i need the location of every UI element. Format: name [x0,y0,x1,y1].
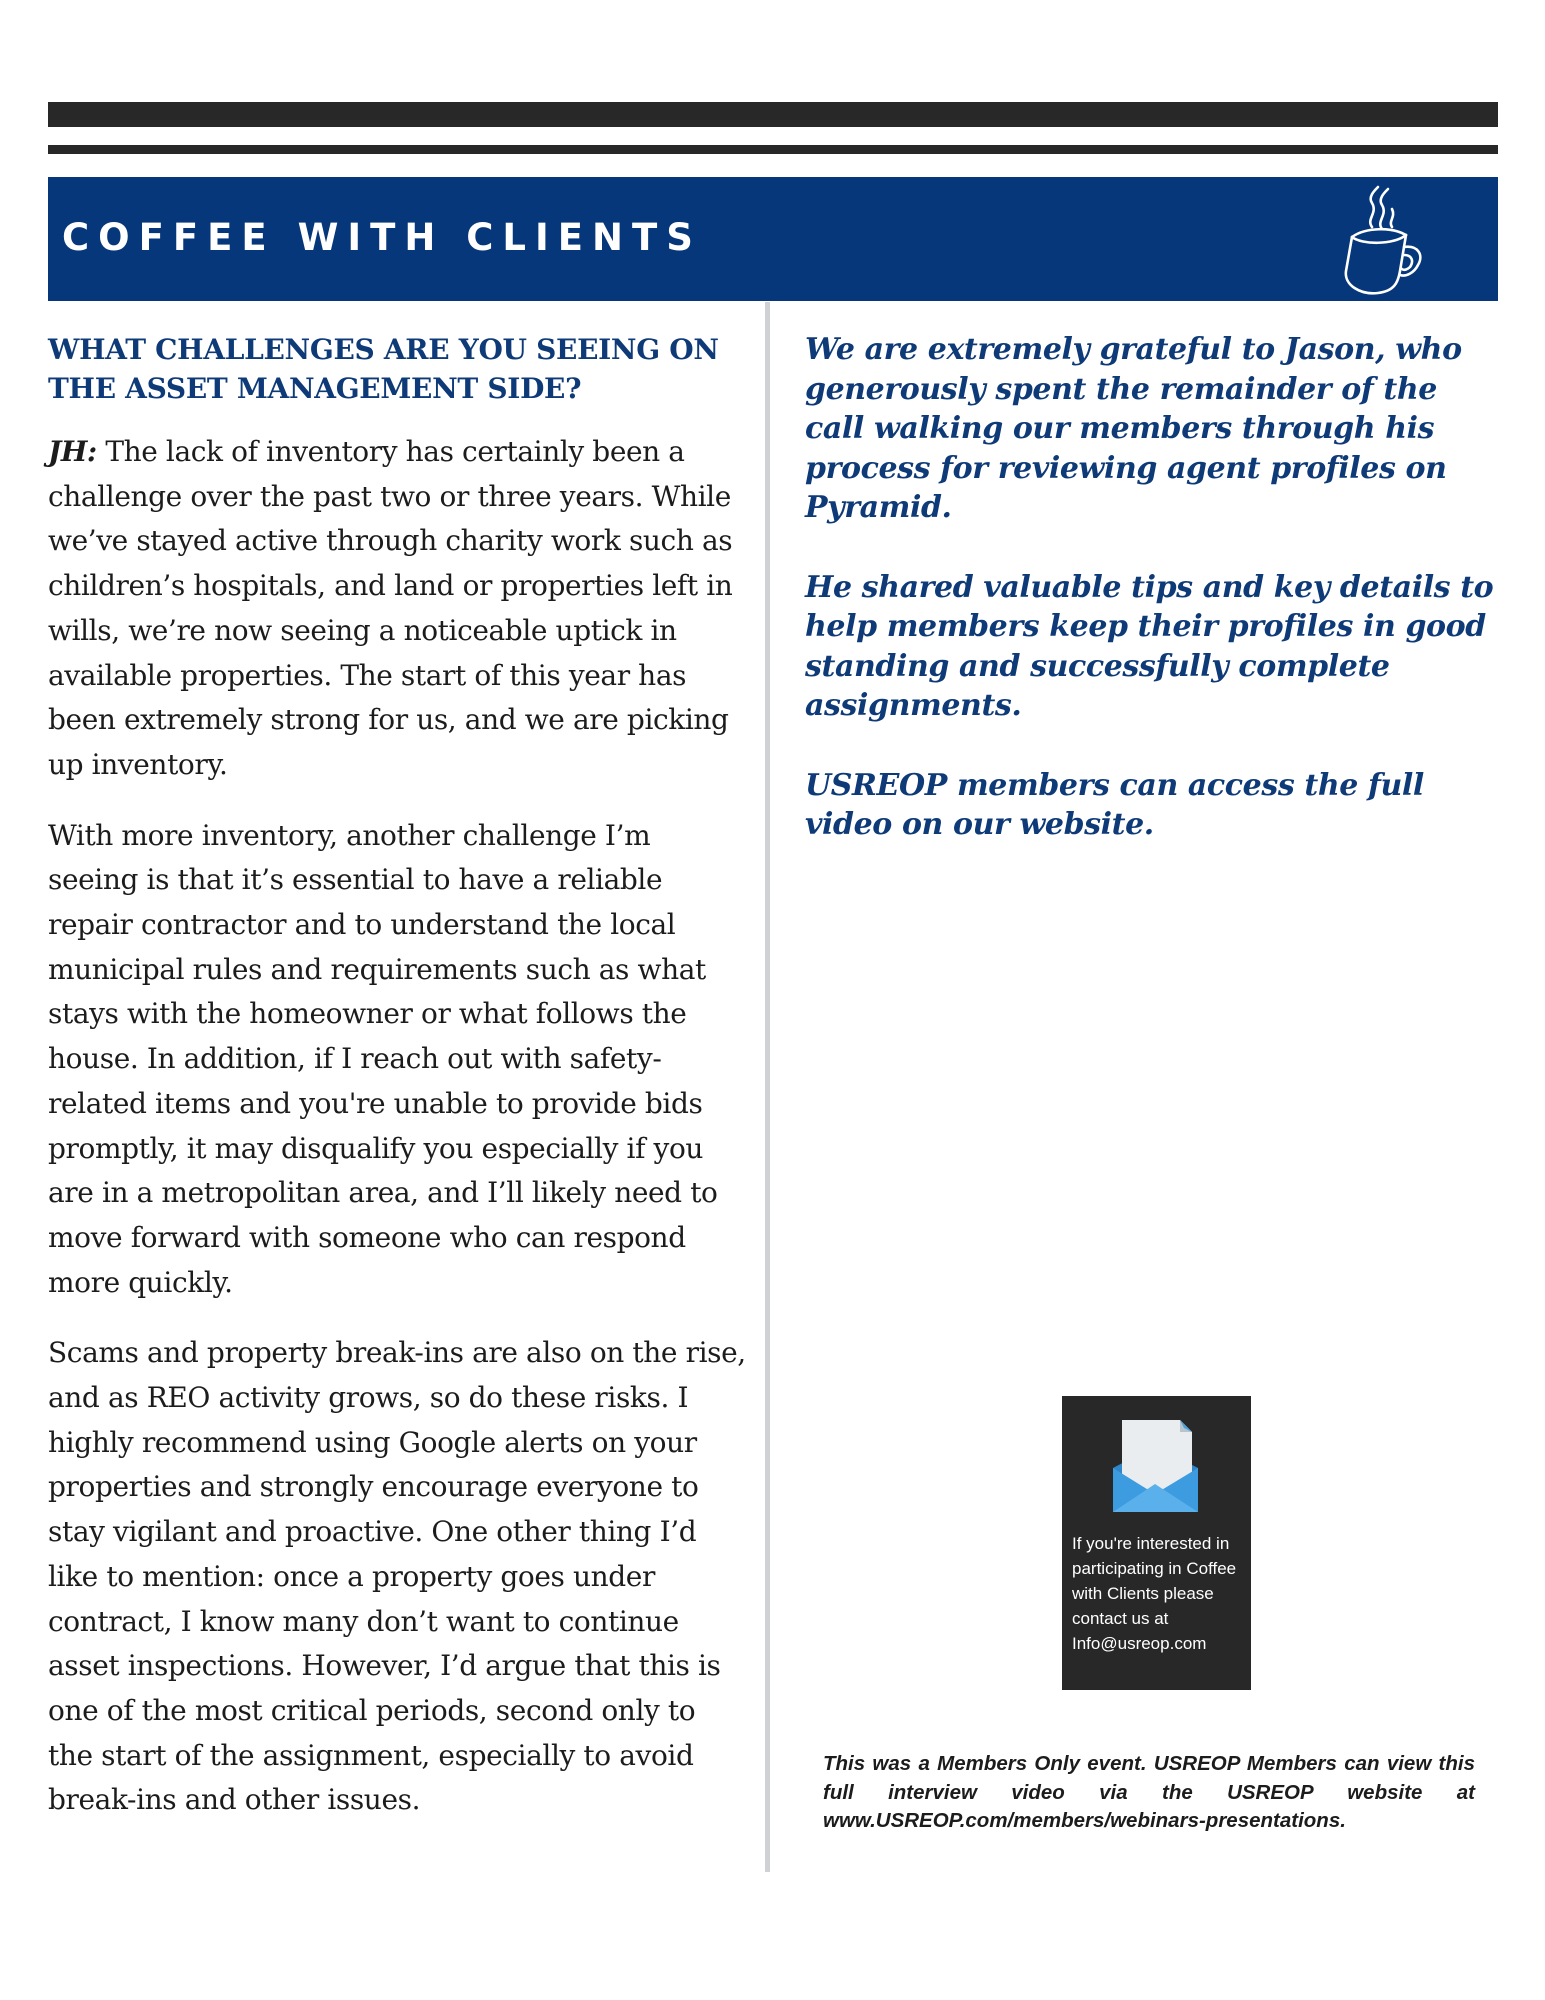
interview-column [48,330,748,1849]
question-heading: WHAT CHALLENGES ARE YOU SEEING ON THE ASSET MANAGEMENT SIDE? [48,333,719,405]
speaker-label: JH: [48,435,97,468]
banner-title: COFFEE WITH CLIENTS [62,216,702,259]
members-only-note: This was a Members Only event. USREOP Members can view this full interview video via the USREOP website at www.USREOP.com/members/webinars-presentations. [823,1752,1475,1832]
summary-column [805,330,1505,885]
contact-text: If you're interested in participating in Coffee with Clients please contact us at Info@usreop.com [1072,1534,1237,1653]
answer-paragraph-2: With more inventory, another challenge I’m seeing is that it’s essential to have a reliable repair contractor and to understand the local municipal rules and requirements such as what stays with the homeowner or what follows the house. In addition, if I reach out with safety-related items and you're unable to provide bids promptly, it may disqualify you especially if you are in a metropolitan area, and I’ll likely need to move forward with someone who can respond more quickly. [48,818,718,1299]
answer-paragraph-3: Scams and property break-ins are also on the rise, and as REO activity grows, so do these risks. I highly recommend using Google alerts on your properties and strongly encourage everyone to stay vigilant and proactive. One other thing I’d like to mention: once a property goes under contract, I know many don’t want to continue asset inspections. However, I’d argue that this is one of the most critical periods, second only to the start of the assignment, especially to avoid break-ins and other issues. [48,1336,746,1817]
envelope-icon [1108,1416,1203,1516]
summary-paragraph-3: USREOP members can access the full video on our website. [805,767,1424,842]
header-rule-thin [48,145,1498,154]
column-divider [765,302,770,1872]
coffee-mug-icon [1332,183,1428,297]
summary-paragraph-2: He shared valuable tips and key details to help members keep their profiles in good standing and successfully complete assignments. [805,569,1494,723]
header-rule-thick [48,102,1498,127]
answer-paragraph-1 [48,430,748,788]
contact-box [1062,1396,1251,1690]
answer-text-1: The lack of inventory has certainly been a challenge over the past two or three years. While we’ve stayed active through charity work such as children’s hospitals, and land or properties left in wills, we’re now seeing a noticeable uptick in available properties. The start of this year has been extremely strong for us, and we are picking up inventory. [48,435,733,781]
summary-paragraph-1: We are extremely grateful to Jason, who generously spent the remainder of the call walking our members through his process for reviewing agent profiles on Pyramid. [805,332,1462,525]
section-banner [48,177,1498,301]
